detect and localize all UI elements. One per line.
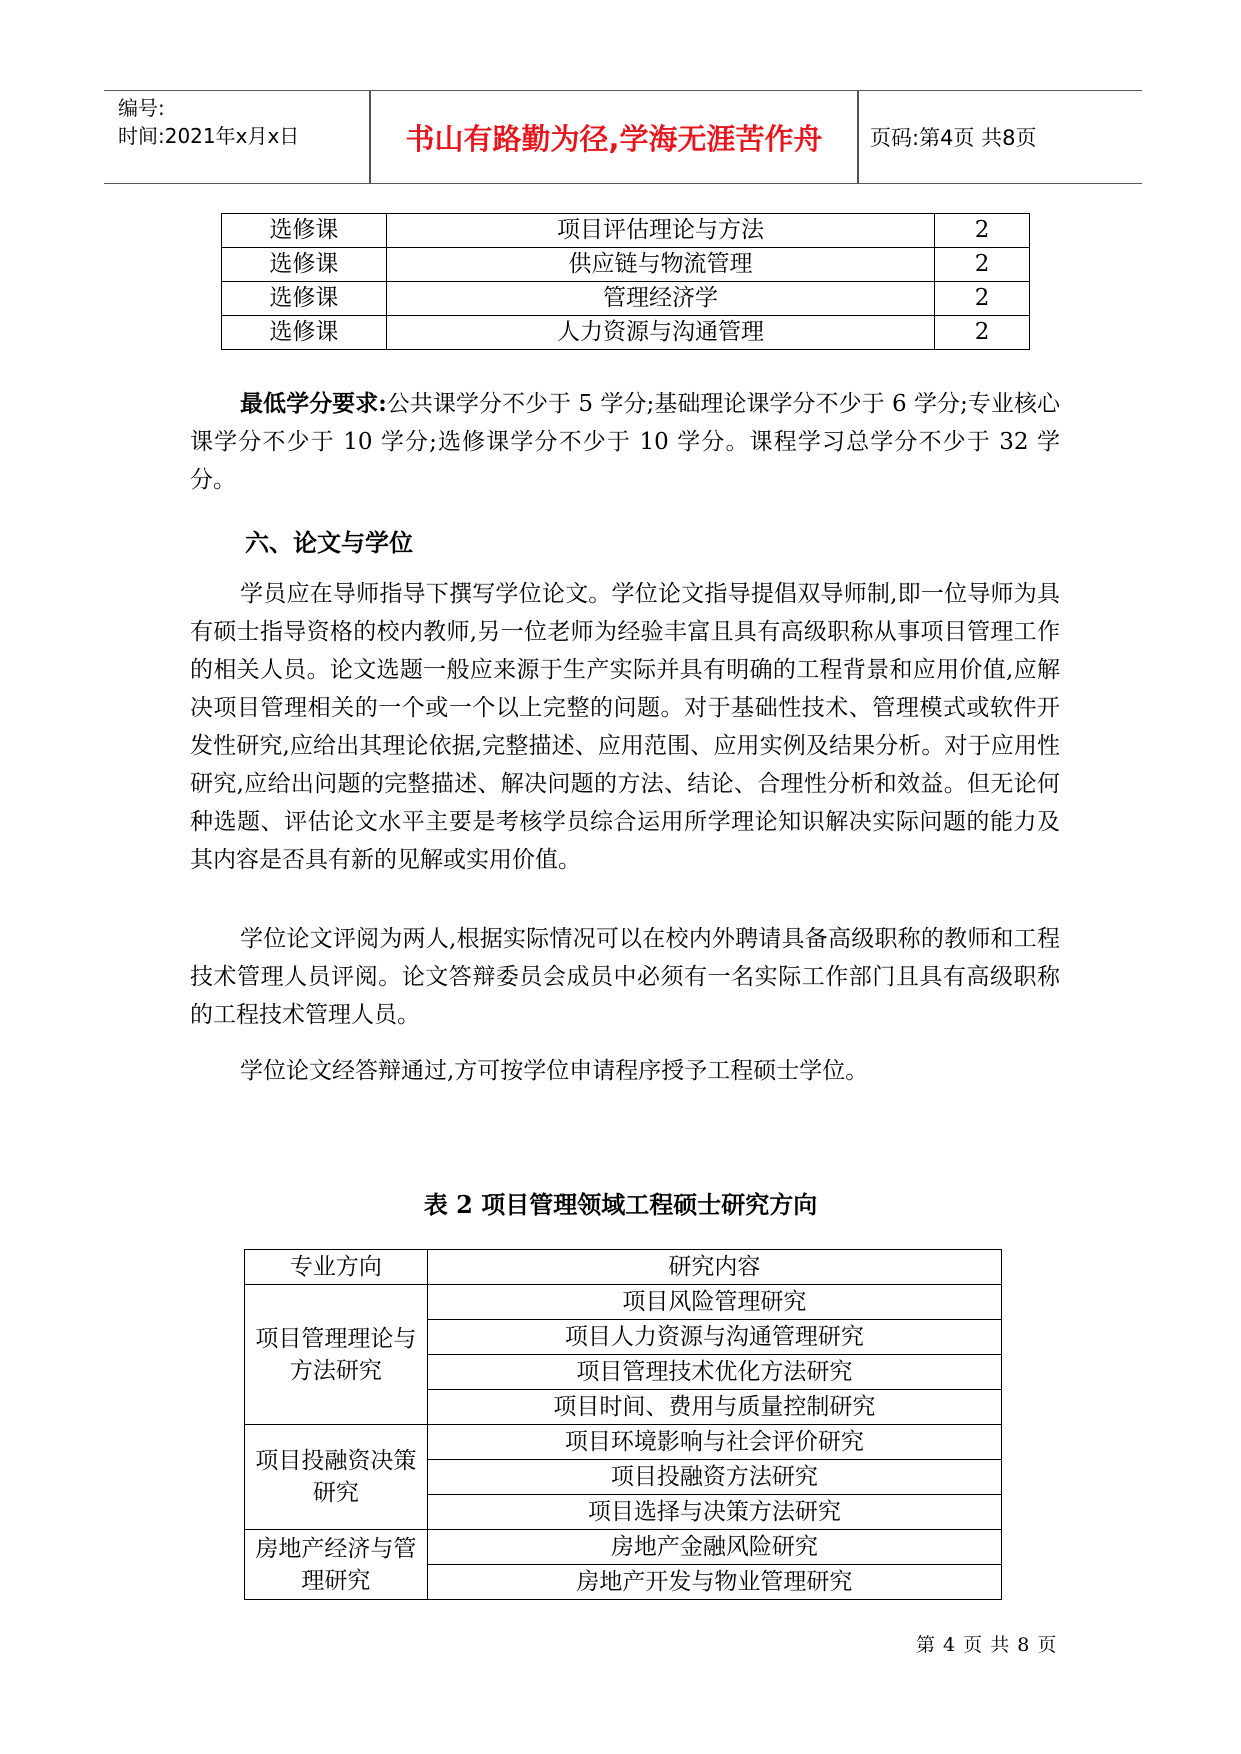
course-type: 选修课 [222, 248, 387, 282]
research-item: 项目管理技术优化方法研究 [427, 1355, 1001, 1390]
research-item: 房地产开发与物业管理研究 [427, 1565, 1001, 1600]
table-header-row [245, 1250, 1002, 1285]
course-type: 选修课 [222, 316, 387, 350]
table-row [222, 248, 1030, 282]
course-type: 选修课 [222, 214, 387, 248]
research-direction-table [244, 1249, 1002, 1600]
course-credits: 2 [935, 316, 1030, 350]
direction-cell: 房地产经济与管理研究 [245, 1530, 428, 1600]
course-name: 供应链与物流管理 [386, 248, 934, 282]
course-name: 人力资源与沟通管理 [386, 316, 934, 350]
direction-cell: 项目投融资决策研究 [245, 1425, 428, 1530]
column-header: 专业方向 [245, 1250, 428, 1285]
table-row [222, 282, 1030, 316]
header-divider [857, 91, 859, 183]
table-row [222, 316, 1030, 350]
column-header: 研究内容 [427, 1250, 1001, 1285]
direction-cell: 项目管理理论与方法研究 [245, 1285, 428, 1425]
table-caption: 表 2 项目管理领域工程硕士研究方向 [423, 1190, 818, 1219]
table-row [245, 1530, 1002, 1565]
header-motto: 书山有路勤为径,学海无涯苦作舟 [405, 121, 823, 156]
course-table [221, 213, 1030, 350]
page-header [104, 90, 1142, 184]
page-footer: 第 4 页 共 8 页 [916, 1634, 1058, 1656]
number-label: 编号: [118, 96, 165, 120]
course-credits: 2 [935, 214, 1030, 248]
credits-paragraph [190, 385, 1060, 499]
course-name: 项目评估理论与方法 [386, 214, 934, 248]
table-row [222, 214, 1030, 248]
section-heading: 六、论文与学位 [245, 529, 413, 557]
research-item: 项目人力资源与沟通管理研究 [427, 1320, 1001, 1355]
body-paragraph: 学位论文经答辩通过,方可按学位申请程序授予工程硕士学位。 [240, 1058, 869, 1084]
header-page-label: 页码:第4页 共8页 [870, 126, 1037, 150]
course-credits: 2 [935, 248, 1030, 282]
research-item: 项目投融资方法研究 [427, 1460, 1001, 1495]
course-name: 管理经济学 [386, 282, 934, 316]
table-row [245, 1425, 1002, 1460]
body-paragraph: 学位论文评阅为两人,根据实际情况可以在校内外聘请具备高级职称的教师和工程技术管理人员评阅。论文答辩委员会成员中必须有一名实际工作部门且具有高级职称的工程技术管理人员。 [190, 926, 1060, 1028]
research-item: 项目选择与决策方法研究 [427, 1495, 1001, 1530]
research-item: 项目环境影响与社会评价研究 [427, 1425, 1001, 1460]
credits-text: 公共课学分不少于 5 学分;基础理论课学分不少于 6 学分;专业核心课学分不少于 10 学分;选修课学分不少于 10 学分。课程学习总学分不少于 32 学分。 [190, 391, 1060, 493]
credits-label: 最低学分要求: [240, 390, 387, 417]
header-meta [118, 91, 368, 183]
table-row [245, 1285, 1002, 1320]
research-item: 房地产金融风险研究 [427, 1530, 1001, 1565]
research-item: 项目时间、费用与质量控制研究 [427, 1390, 1001, 1425]
course-credits: 2 [935, 282, 1030, 316]
course-type: 选修课 [222, 282, 387, 316]
time-label: 时间:2021年x月x日 [118, 124, 300, 148]
body-paragraph: 学员应在导师指导下撰写学位论文。学位论文指导提倡双导师制,即一位导师为具有硕士指导资格的校内教师,另一位老师为经验丰富且具有高级职称从事项目管理工作的相关人员。论文选题一般应来源于生产实际并具有明确的工程背景和应用价值,应解决项目管理相关的一个或一个以上完整的问题。对于基础性技术、管理模式或软件开发性研究,应给出其理论依据,完整描述、应用范围、应用实例及结果分析。对于应用性研究,应给出问题的完整描述、解决问题的方法、结论、合理性分析和效益。但无论何种选题、评估论文水平主要是考核学员综合运用所学理论知识解决实际问题的能力及其内容是否具有新的见解或实用价值。 [190, 581, 1060, 873]
research-item: 项目风险管理研究 [427, 1285, 1001, 1320]
